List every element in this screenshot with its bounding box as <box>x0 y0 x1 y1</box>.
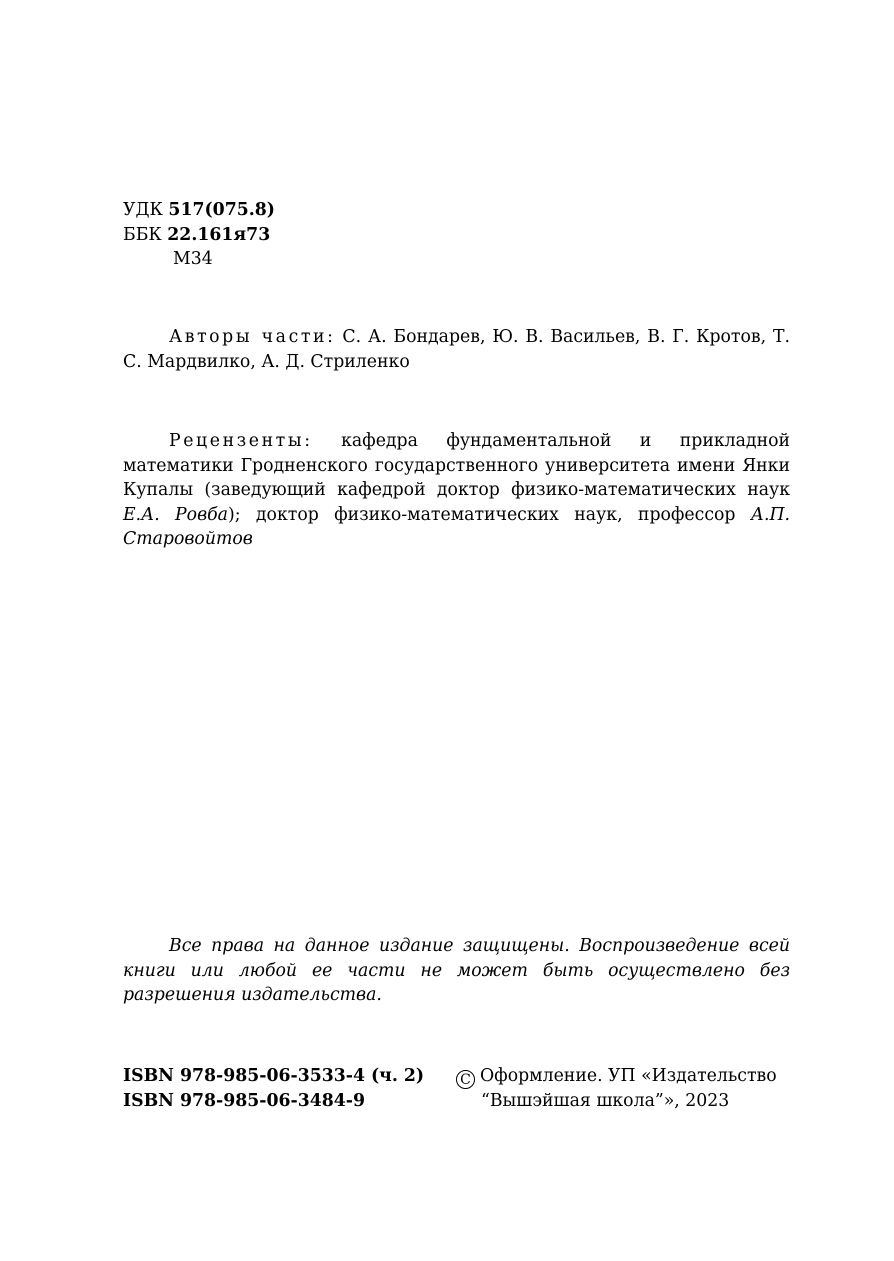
copyright-line-1: Оформление. УП «Издательство <box>480 1066 777 1086</box>
reviewers-text-2: ); доктор физико-математических наук, профессор <box>228 504 736 525</box>
copyright-icon: C <box>456 1070 475 1089</box>
reviewers-text-1: кафедра фундаментальной и прикладной математики Гродненского государственного университета имени Янки Купалы (заведующий кафедрой доктор физико-математических наук <box>123 431 791 500</box>
reviewers-paragraph <box>123 429 790 552</box>
authors-paragraph <box>123 325 790 374</box>
isbn-line-2: ISBN 978-985-06-3484-9 <box>123 1090 365 1111</box>
reviewer-name-2: А.П. Старовойтов <box>123 504 791 549</box>
udk-line <box>123 198 790 223</box>
rights-notice: Все права на данное издание защищены. Воспроизведение всей книги или любой ее части не может быть осуществлено без разрешения издательства. <box>123 936 790 1005</box>
reviewer-name-1: Е.А. Ровба <box>123 504 228 525</box>
authors-line-1: С. А. Бондарев, Ю. В. Васильев, В. Г. Кротов, <box>342 327 767 347</box>
authors-line-2: Т. С. Мардвилко, А. Д. Стриленко <box>123 327 790 372</box>
udk-label: УДК <box>123 200 163 220</box>
udk-value: 517(075.8) <box>168 200 275 220</box>
reviewers-heading: Рецензенты: <box>169 431 313 451</box>
bbk-line <box>123 223 790 248</box>
classification-block <box>123 198 790 272</box>
bbk-value: 22.161я73 <box>167 224 271 245</box>
copyright-line-2: “Вышэйшая школа”», 2023 <box>481 1091 730 1111</box>
isbn-block <box>123 1064 453 1113</box>
authors-heading: Авторы части: <box>169 327 336 347</box>
bbk-label: ББК <box>123 224 162 245</box>
isbn-line-1: ISBN 978-985-06-3533-4 (ч. 2) <box>123 1066 425 1086</box>
copyright-line-1-row <box>456 1064 796 1089</box>
author-mark: М34 <box>173 249 213 269</box>
copyright-block <box>456 1064 796 1114</box>
